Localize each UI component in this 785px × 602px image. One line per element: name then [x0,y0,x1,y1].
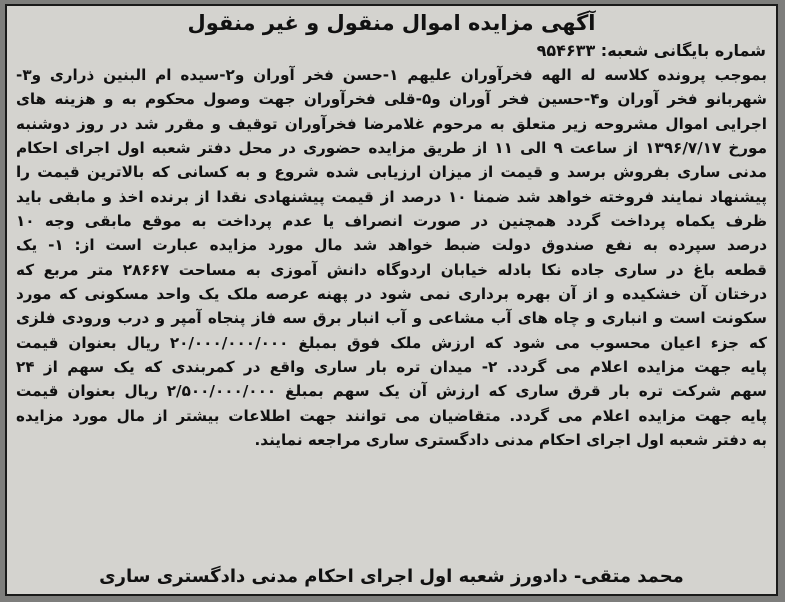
notice-body-line: پایه جهت مزایده اعلام می گردد. ۲- میدان تره بار ساری واقع در کمربندی که یک سهم از ۲۴ [16,358,767,377]
notice-body-line: درختان آن خشکیده و از آن بهره برداری نمی شود در پهنه عرصه ملک یک واحد مسکونی که مورد [16,285,767,304]
notice-body-line: قطعه باغ در ساری جاده نکا بادله خیابان اردوگاه دانش آموزی به مساحت ۲۸۶۶۷ متر مربع که [16,260,767,279]
notice-body-line: سهم شرکت تره بار قرق ساری که ارزش آن یک سهم بمبلغ ۲/۵۰۰/۰۰۰/۰۰۰ ریال بعنوان قیمت [16,382,767,401]
notice-body-line-last: به دفتر شعبه اول اجرای احکام مدنی دادگستری ساری مراجعه نمایند. [254,431,767,450]
notice-body-line: که جزء اعیان محسوب می شود که ارزش ملک فوق بمبلغ ۲۰/۰۰۰/۰۰۰/۰۰۰ ریال بعنوان قیمت [16,333,767,352]
notice-body-line: مدنی ساری بفروش برسد و قیمت از میزان ارزیابی شده شروع و به کسانی که بالاترین قیمت را [16,163,767,182]
notice-body-line: سکونت است و انباری و چاه های آب مشاعی و آب انبار برق سه فاز پنجاه آمپر و درب ورودی فلزی [16,309,767,328]
notice-body [16,63,767,453]
legal-notice-card [5,4,778,596]
notice-body-line: ظرف یکماه پرداخت گردد همچنین در صورت انصراف یا عدم پرداخت به موقع مابقی وجه ۱۰ [16,212,767,231]
notice-body-line: اجرایی اموال مشروحه زیر متعلق به مرحوم غلامرضا فخرآوران توقیف و مقرر شد در روز دوشنبه [16,114,767,133]
notice-body-line: شهربانو فخر آوران و۴-حسین فخر آوران و۵-قلی فخرآوران جهت وصول محکوم به و هزینه های [16,90,767,109]
notice-body-line: مورخ ۱۳۹۶/۷/۱۷ از ساعت ۹ الی ۱۱ از طریق مزایده حضوری در محل دفتر شعبه اول اجرای احکام [16,139,767,158]
notice-body-line: پایه جهت مزایده اعلام می گردد. متقاضیان می توانند جهت اطلاعات بیشتر از مال مورد مزایده [16,406,767,425]
signature-line: محمد متقی- دادورز شعبه اول اجرای احکام مدنی دادگستری ساری [99,566,684,587]
notice-body-line: بموجب پرونده کلاسه له الهه فخرآوران علیهم ۱-حسن فخر آوران و۲-سیده ام البنین ذراری و۳- [16,66,767,84]
notice-body-line: درصد سپرده به نفع صندوق دولت ضبط خواهد شد مال مورد مزایده عبارت است از: ۱- یک [16,236,767,255]
notice-title: آگهی مزایده اموال منقول و غیر منقول [187,11,596,35]
archive-number: شماره بایگانی شعبه: ۹۵۴۶۳۳ [536,41,766,60]
notice-body-line: پیشنهاد نمایند فروخته خواهد شد ضمنا ۱۰ درصد از قیمت پیشنهادی نقدا از برنده اخذ و مابقی باید [16,187,767,206]
